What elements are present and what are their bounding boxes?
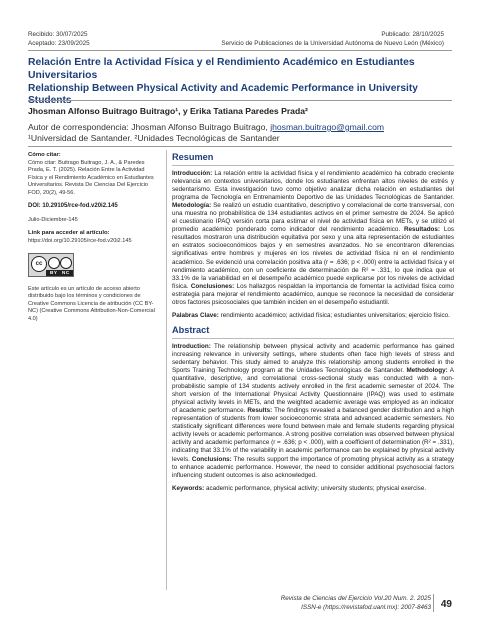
resumen-keywords-label: Palabras Clave: [172,311,219,319]
article-link-block [28,230,156,245]
no-commercial-icon [60,257,72,269]
resumen-keywords-text: rendimiento académico; actividad física; estudiantes universitarios; ejercicio físico. [218,311,450,319]
affiliation-divider [28,146,452,147]
cc-nc-label: NC [62,270,70,275]
article-title: Relación Entre la Actividad Física y el Rendimiento Académico en Estudiantes Universitarios [28,57,415,81]
column-divider [166,150,167,590]
abstract-keywords-text: academic performance, physical activity; university students; physical exercise. [204,484,427,492]
abstract-conclusions-label: Conclusions: [191,455,232,463]
resumen-keywords [172,312,454,320]
abstract-heading: Abstract [172,324,210,335]
abstract-results-label: Results: [247,407,273,415]
received-date: Recibido: 30/07/2025 [28,31,88,38]
resumen-intro-label: Introducción: [172,170,213,177]
resumen-results-label: Resultados: [403,226,441,234]
resumen-intro-text: La relación entre la actividad física y el rendimiento académico ha cobrado creciente relevancia en contextos universitarios, donde los estudiantes enfrentan altos niveles de estrés y sedentarismo. Esta investigación tuvo como objetivo analizar dicha relación en estudiantes del programa de Tecnología en Entrenamiento Deportivo de las Unidades Tecnológicas de Santander. [172,170,454,202]
abstract-method-text: A quantitative, descriptive, and correlational cross-sectional study was conducted with a non-probabilistic sample of 134 students actively enrolled in the first academic semester of 2024. The short version of the International Physical Activity Questionnaire (IPAQ) was used to estimate physical activity levels in METs, and the weighted academic average was employed as an indicator of academic performance. [172,366,454,415]
citation-heading: Cómo citar: [28,152,61,158]
resumen-section [172,152,454,320]
resumen-conclusions-label: Conclusiones: [190,282,235,290]
resumen-heading: Resumen [172,152,214,162]
abstract-keywords [172,485,454,493]
page-number-divider [433,594,434,612]
citation-block [28,152,156,197]
cc-by-label: BY [50,270,58,275]
publisher-line: Servicio de Publicaciones de la Universidad Autónoma de Nuevo León (México) [221,40,444,47]
abstract-section [172,325,454,493]
cc-license-strip [46,270,73,276]
abstract-results-text: The findings revealed a balanced gender distribution and a high representation of students from lower socioeconomic strata and advanced academic semesters. No statistically significant differences were found between male and female students regarding physical activity levels or academic performance. A strong positive correlation was observed between physical activity and academic performance (r = .636; p < .000), with a coefficient of determination (R² = .331), indicating that 33.1% of the variability in academic performance can be explained by physical activity levels. [172,407,455,463]
abstract-keywords-label: Keywords: [172,484,205,492]
person-icon [48,257,60,269]
article-dates [28,30,90,48]
journal-citation: Revista de Ciencias del Ejercicio Vol.20 Num. 2. 2025 [280,595,431,602]
article-sidebar [28,152,156,323]
resumen-method-label: Metodología: [172,202,212,210]
main-column [172,152,454,493]
resumen-body [172,170,454,307]
abstract-rule [172,338,454,339]
accepted-date: Aceptado: 23/09/2025 [28,40,90,47]
abstract-body [172,343,454,480]
abstract-intro-text: The relationship between physical activity and academic performance has gained increasing relevance in university settings, where students often face high levels of stress and sedentary behavior. This study aimed to analyze this relationship among students enrolled in the Sports Training Technology program at the Unidades Tecnológicas de Santander. [172,342,454,374]
header-divider [28,50,452,51]
resumen-rule [172,165,454,166]
citation-text: Cómo citar: Buitrago Buitrago, J. A., & Paredes Prada, E. T. (2025). Relación Entre la Actividad Física y el Rendimiento Académico en Estudiantes Universitarios. Revista De Ciencias Del Ejercicio FOD, 20(2), 49-56. [28,159,154,196]
resumen-method-text: Se realizó un estudio cuantitativo, descriptivo y correlacional de corte transversal, con una muestra no probabilística de 134 estudiantes activos en el primer semestre de 2024. Se aplicó el cuestionario IPAQ versión corta para estimar el nivel de actividad física en METs, y se utilizó el promedio académico ponderado como indicador del rendimiento académico. [172,202,454,234]
abstract-intro-label: Introduction: [172,342,211,350]
resumen-conclusions-text: Los hallazgos respaldan la importancia de fomentar la actividad física como estrategia para mejorar el rendimiento académico, aunque se reconoce la necesidad de considerar otros factores psicosociales que también inciden en el desempeño estudiantil. [172,282,455,306]
publication-period: Julio-Diciembre-145 [28,216,78,223]
issn-line: ISSN-e (https://revistafod.uanl.mx): 2007-8463 [301,603,431,611]
creative-commons-badge[interactable] [28,253,74,277]
resumen-results-text: Los resultados mostraron una distribución equitativa por sexo y una alta representación de estudiantes en estratos socioeconómicos bajos y en semestres avanzados. No se encontraron diferencias significativas entre hombres y mujeres en los niveles de actividad física ni en el rendimiento académico. Se evidenció una correlación positiva alta (r = .636; p < .000) entre la actividad física y el rendimiento académico, con un coeficiente de determinación de R² = .331, lo que indica que el 33.1% de la variabilidad en el desempeño académico puede explicarse por los niveles de actividad física. [172,226,455,290]
authors: Jhosman Alfonso Buitrago Buitrago¹, y Erika Tatiana Paredes Prada² [28,106,308,116]
correspondence-email-link[interactable]: jhosman.buitrago@gmail.com [270,122,385,132]
publication-info [221,30,444,48]
title-divider [28,100,452,101]
license-text: Este artículo es un artículo de acceso abierto distribuido bajo los términos y condiciones de Creative Commons Licencia de atribución (CC BY-NC) (Creative Commons Attribution-Non-Comercial 4.0) [28,285,155,322]
article-link[interactable]: https://doi.org/10.29105/rce-fod.v20i2.145 [28,237,132,244]
affiliations: ¹Universidad de Santander. ²Unidades Tecnológicas de Santander [28,133,280,143]
cc-logo-icon: cc [31,256,47,272]
page-footer [281,595,452,612]
abstract-method-label: Methodology: [406,366,448,374]
abstract-conclusions-text: The results support the importance of promoting physical activity as a strategy to enhance academic performance. However, the need to consider additional psychosocial factors influencing student outcomes is also acknowledged. [172,455,455,479]
correspondence [28,122,384,133]
page-number: 49 [440,599,452,610]
article-link-heading: Link para acceder al artículo: [28,230,110,236]
published-date: Publicado: 28/10/2025 [381,31,444,38]
doi: DOI: 10.29105/rcе-fod.v20i2.145 [28,203,118,209]
correspondence-label: Autor de correspondencia: Jhosman Alfonso Buitrago Buitrago, [28,122,271,132]
article-title-english: Relationship Between Physical Activity and Academic Performance in University Students [28,83,418,106]
